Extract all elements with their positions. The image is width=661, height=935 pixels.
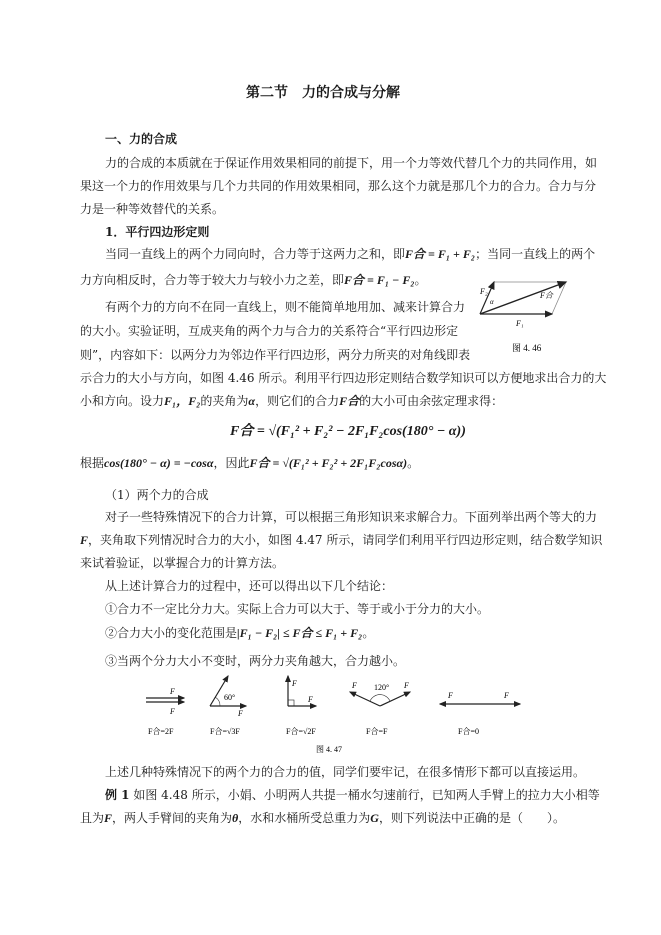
force-label: F xyxy=(308,695,313,704)
case-90-degrees xyxy=(286,676,316,736)
case-same-direction xyxy=(146,687,184,736)
text-run: ，两人手臂间的夹角为 xyxy=(112,811,233,825)
text-run: 。 xyxy=(362,626,375,640)
paragraph-line: 对子一些特殊情况下的合力计算，可以根据三角形知识来求解合力。下面列举出两个等大的力 xyxy=(105,510,598,524)
force-label: F xyxy=(292,679,297,688)
subsection-heading: 1．平行四边形定则 xyxy=(105,225,210,239)
paragraph-line: 示合力的大小与方向，如图 4.46 所示。利用平行四边形定则结合数学知识可以方便地求出合力的大 xyxy=(80,371,607,385)
text-run: 。 xyxy=(407,456,420,470)
subsection-heading: （1）两个力的合成 xyxy=(105,488,209,502)
text-run: 当同一直线上的两个力同向时，合力等于这两力之和，即 xyxy=(105,247,406,261)
figure-caption: 图 4. 47 xyxy=(316,745,342,754)
conclusion-item xyxy=(105,624,374,641)
result-label: F合=F xyxy=(366,727,388,736)
text-run: 力方向相反时，合力等于较大力与较小力之差，即 xyxy=(80,273,345,287)
force-label: F xyxy=(170,707,175,716)
paragraph-line: 则”，内容如下：以两分力为邻边作平行四边形，两分力所夹的对角线即表 xyxy=(80,348,471,362)
page-title: 第二节 力的合成与分解 xyxy=(246,85,400,101)
example-line xyxy=(80,809,565,826)
paragraph-line xyxy=(105,245,595,262)
case-120-degrees xyxy=(350,681,410,736)
variable: F xyxy=(104,811,113,825)
conclusion-item: ①合力不一定比分力大。实际上合力可以大于、等于或小于分力的大小。 xyxy=(105,602,490,616)
force-label: F xyxy=(238,709,243,718)
force-label: F xyxy=(170,687,175,696)
paragraph-line: 的大小。实验证明，互成夹角的两个力与合力的关系符合“平行四边形定 xyxy=(80,324,459,338)
section-heading: 一、力的合成 xyxy=(105,132,178,146)
paragraph-line: 力的合成的本质就在于保证作用效果相同的前提下，用一个力等效代替几个力的共同作用，如 xyxy=(105,156,598,170)
text-run: 且为 xyxy=(80,811,105,825)
variable: F₁，F₂ xyxy=(164,394,201,408)
figure-4-46 xyxy=(472,274,587,356)
example-label: 例 1 xyxy=(105,788,130,802)
paragraph-line xyxy=(80,271,427,288)
conclusion-item: ③当两个分力大小不变时，两分力夹角越大，合力越小。 xyxy=(105,654,406,668)
equation: F合 = F₁ + F₂ xyxy=(405,247,476,261)
force-label: F xyxy=(504,691,509,700)
text-run: ，夹角取下列情况时合力的大小，如图 4.47 所示，请同学们利用平行四边形定则，结合数学知识 xyxy=(88,533,603,547)
force-label: F xyxy=(404,681,409,690)
variable: F合 xyxy=(339,394,360,408)
text-run: 如图 4.48 所示，小娟、小明两人共提一桶水匀速前行，已知两人手臂上的拉力大小相等 xyxy=(133,788,600,802)
text-run: ，则它们的合力 xyxy=(255,394,340,408)
formula-resultant xyxy=(230,420,466,440)
text-run: ②合力大小的变化范围是 xyxy=(105,626,238,640)
angle-label: 120° xyxy=(374,683,390,692)
equation: F合 = √(F₁² + F₂² − 2F₁F₂cos(180° − α)) xyxy=(230,424,466,439)
text-run: ，因此 xyxy=(213,456,250,470)
result-label: F合=0 xyxy=(458,727,479,736)
paragraph-line: 从上述计算合力的过程中，还可以得出以下几个结论： xyxy=(105,579,394,593)
text-run: 。 xyxy=(414,273,427,287)
figure-caption: 图 4. 46 xyxy=(512,343,542,353)
result-label: F合=√2F xyxy=(286,727,316,736)
result-label: F合=√3F xyxy=(210,727,240,736)
f1-label: F₁ xyxy=(516,319,524,328)
paragraph-line: 上述几种特殊情况下的两个力的合力的值，同学们要牢记，在很多情形下都可以直接运用。 xyxy=(105,765,586,779)
text-run: 小和方向。设力 xyxy=(80,394,165,408)
equation: F合 = F₁ − F₂ xyxy=(344,273,415,287)
paragraph-line xyxy=(80,531,602,548)
text-run: 的大小可由余弦定理求得： xyxy=(359,394,504,408)
result-label: F合=2F xyxy=(148,727,174,736)
variable: α xyxy=(248,394,256,408)
figure-4-47 xyxy=(140,672,540,756)
text-run: 根据 xyxy=(80,456,105,470)
paragraph-line: 力是一种等效替代的关系。 xyxy=(80,202,225,216)
paragraph-line: 果这一个力的作用效果与几个力共同的作用效果相同，那么这个力就是那几个力的合力。合力与分 xyxy=(80,179,597,193)
paragraph-line xyxy=(80,454,419,471)
f2-label: F₂ xyxy=(480,287,488,296)
example-line xyxy=(105,786,600,803)
force-label: F xyxy=(352,681,357,690)
alpha-label: α xyxy=(490,298,494,306)
text-run: ，水和水桶所受总重力为 xyxy=(238,811,371,825)
paragraph-line xyxy=(80,392,503,409)
text-run: 的夹角为 xyxy=(200,394,249,408)
equation: |F₁ − F₂| ≤ F合 ≤ F₁ + F₂ xyxy=(237,626,363,640)
case-opposite-direction xyxy=(440,691,520,736)
angle-label: 60° xyxy=(224,693,236,702)
resultant-label: F合 xyxy=(540,291,553,300)
variable: F xyxy=(80,533,89,547)
variable: θ xyxy=(232,811,239,825)
case-60-degrees xyxy=(210,676,246,736)
text-run: ；当同一直线上的两个 xyxy=(475,247,596,261)
text-run: ，则下列说法中正确的是（ ）。 xyxy=(378,811,565,825)
equation: F合 = √(F₁² + F₂² + 2F₁F₂cosα) xyxy=(249,456,408,470)
paragraph-line: 来试着验证，以掌握合力的计算方法。 xyxy=(80,556,285,570)
paragraph-line: 有两个力的方向不在同一直线上，则不能简单地用加、减来计算合力 xyxy=(105,300,466,314)
force-label: F xyxy=(448,691,453,700)
equation: cos(180° − α) = −cosα xyxy=(104,456,214,470)
variable: G xyxy=(370,811,379,825)
